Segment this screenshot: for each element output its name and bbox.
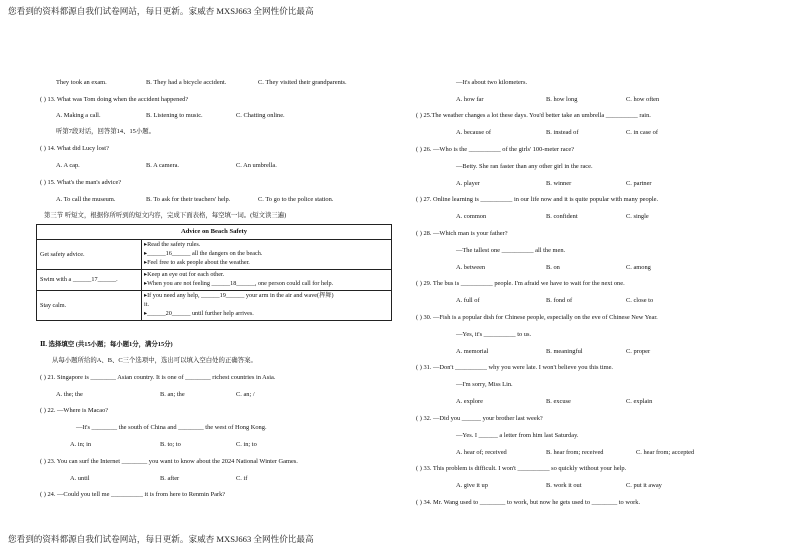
row-detail xyxy=(142,269,392,290)
page-footer-banner: 您看到的资料都源自我们试卷网站，每日更新。家威杏 MXSJ663 全网性价比最高 xyxy=(8,534,314,544)
question-31-response: —I'm sorry, Miss Lin. xyxy=(456,381,513,388)
q21-option-b: B. an; the xyxy=(160,391,185,398)
detail-line: ▸Keep an eye out for each other. xyxy=(144,270,225,278)
section-3-instructions: 第三节 听短文，根据你所听到的短文内容，完成下面表格，每空填一词。(短文读三遍) xyxy=(44,212,287,219)
q32-option-b: B. hear from; received xyxy=(546,449,604,456)
q30-option-b: B. meaningful xyxy=(546,348,583,355)
question-22: ( ) 22. —Where is Macao? xyxy=(40,407,109,414)
q15-option-b: B. To ask for their teachers' help. xyxy=(146,196,231,203)
q14-option-c: C. An umbrella. xyxy=(236,162,277,169)
question-24-response: —It's about two kilometers. xyxy=(456,79,528,86)
q26-option-c: C. partner xyxy=(626,180,652,187)
q29-option-c: C. close to xyxy=(626,297,654,304)
table-title: Advice on Beach Safety xyxy=(37,225,392,240)
q29-option-b: B. fond of xyxy=(546,297,573,304)
detail-line-blank-18: ▸When you are not feeling ______18______, one person could call for help. xyxy=(144,279,334,287)
q27-option-a: A. common xyxy=(456,213,487,220)
question-31: ( ) 31. —Don't __________ why you were late. I won't believe you this time. xyxy=(416,364,614,371)
question-32-response: —Yes. I ______ a letter from him last Saturday. xyxy=(456,432,579,439)
question-29: ( ) 29. The bus is __________ people. I'm afraid we have to wait for the next one. xyxy=(416,280,625,287)
question-32: ( ) 32. —Did you ______ your brother last week? xyxy=(416,415,543,422)
question-26-response: —Betty. She ran faster than any other girl in the race. xyxy=(456,163,593,170)
question-27: ( ) 27. Online learning is __________ in our life now and it is quite popular with many people. xyxy=(416,196,659,203)
detail-line: it. xyxy=(144,300,149,308)
table-row xyxy=(37,290,392,320)
q27-option-b: B. confident xyxy=(546,213,578,220)
detail-line-blank-20: ▸______20______ until further help arrives. xyxy=(144,309,254,317)
q33-option-b: B. work it out xyxy=(546,482,582,489)
q32-option-c: C. hear from; accepted xyxy=(636,449,695,456)
q30-option-c: C. proper xyxy=(626,348,651,355)
table-row xyxy=(37,269,392,290)
q12-option-b: B. They had a bicycle accident. xyxy=(146,79,227,86)
question-33: ( ) 33. This problem is difficult. I won't __________ so quickly without your help. xyxy=(416,465,627,472)
q13-option-c: C. Chatting online. xyxy=(236,112,285,119)
q30-option-a: A. memorial xyxy=(456,348,489,355)
part-2-instructions: 从每小题所给的A、B、C三个选项中，选出可以填入空白处的正确答案。 xyxy=(52,357,257,364)
q29-option-a: A. full of xyxy=(456,297,480,304)
q22-option-c: C. in; to xyxy=(236,441,257,448)
q15-option-c: C. To go to the police station. xyxy=(258,196,334,203)
page-header-banner: 您看到的资料都源自我们试卷网站，每日更新。家威杏 MXSJ663 全网性价比最高 xyxy=(8,6,314,16)
detail-line-blank-19: ▸If you need any help, ______19______ your arm in the air and wave(挥舞) xyxy=(144,291,334,299)
detail-line: ▸Read the safety rules. xyxy=(144,241,201,248)
q12-option-a: They took an exam. xyxy=(56,79,107,86)
question-14: ( ) 14. What did Lucy lost? xyxy=(40,145,109,152)
row-detail xyxy=(142,290,392,320)
q21-option-a: A. the; the xyxy=(56,391,83,398)
q25-option-b: B. instead of xyxy=(546,129,579,136)
question-34: ( ) 34. Mr. Wang used to ________ to work, but now he gets used to ________ to work. xyxy=(416,499,641,506)
question-26: ( ) 26. —Who is the __________ of the girls' 100-meter race? xyxy=(416,146,575,153)
q13-option-b: B. Listening to music. xyxy=(146,112,203,119)
q28-option-b: B. on xyxy=(546,264,560,271)
q33-option-c: C. put it away xyxy=(626,482,662,489)
question-28: ( ) 28. —Which man is your father? xyxy=(416,230,508,237)
q32-option-a: A. hear of; received xyxy=(456,449,507,456)
q15-option-a: A. To call the museum. xyxy=(56,196,116,203)
question-23: ( ) 23. You can surf the Internet ________ you want to know about the 2024 National Winter Games. xyxy=(40,458,298,465)
q21-option-c: C. an; / xyxy=(236,391,255,398)
q23-option-b: B. after xyxy=(160,475,180,482)
q28-option-a: A. between xyxy=(456,264,486,271)
q12-option-c: C. They visited their grandparents. xyxy=(258,79,347,86)
question-22-response: —It's ________ the south of China and ________ the west of Hong Kong. xyxy=(76,424,267,431)
question-25: ( ) 25.The weather changes a lot these days. You'd better take an umbrella __________ rain. xyxy=(416,112,651,119)
q28-option-c: C. among xyxy=(626,264,651,271)
q25-option-c: C. in case of xyxy=(626,129,658,136)
q24-option-a: A. how far xyxy=(456,96,484,103)
q27-option-c: C. single xyxy=(626,213,649,220)
q33-option-a: A. give it up xyxy=(456,482,488,489)
q26-option-a: A. player xyxy=(456,180,480,187)
passage-note: 听第7段对话，回答第14、15小题。 xyxy=(56,128,156,135)
q26-option-b: B. winner xyxy=(546,180,572,187)
detail-line: ▸Feel free to ask people about the weather. xyxy=(144,258,250,266)
q23-option-c: C. if xyxy=(236,475,248,482)
question-21: ( ) 21. Singapore is ________ Asian country. It is one of ________ richest countries in Asia. xyxy=(40,374,276,381)
beach-safety-table xyxy=(36,224,392,321)
q14-option-a: A. A cap. xyxy=(56,162,80,169)
q31-option-c: C. explain xyxy=(626,398,653,405)
row-label: Get safety advice. xyxy=(37,240,142,270)
row-detail xyxy=(142,240,392,270)
q14-option-b: B. A camera. xyxy=(146,162,180,169)
part-2-title: Ⅱ. 选择填空 (共15小题；每小题1分，满分15分) xyxy=(40,341,173,348)
row-label: Stay calm. xyxy=(37,290,142,320)
table-row xyxy=(37,240,392,270)
question-30: ( ) 30. —Fish is a popular dish for Chinese people, especially on the eve of Chinese New Year. xyxy=(416,314,658,321)
q31-option-a: A. explore xyxy=(456,398,483,405)
row-label-blank-17: Swim with a ______17______. xyxy=(37,269,142,290)
q24-option-b: B. how long xyxy=(546,96,578,103)
q22-option-b: B. to; to xyxy=(160,441,181,448)
q31-option-b: B. excuse xyxy=(546,398,571,405)
question-13: ( ) 13. What was Tom doing when the accident happened? xyxy=(40,96,189,103)
question-28-response: —The tallest one __________ all the men. xyxy=(456,247,566,254)
question-30-response: —Yes, it's __________ to us. xyxy=(456,331,532,338)
q23-option-a: A. until xyxy=(70,475,90,482)
q22-option-a: A. in; in xyxy=(70,441,92,448)
detail-line-blank-16: ▸______16______ all the dangers on the beach. xyxy=(144,249,263,257)
question-24: ( ) 24. —Could you tell me __________ it is from here to Renmin Park? xyxy=(40,491,226,498)
q24-option-c: C. how often xyxy=(626,96,660,103)
question-15: ( ) 15. What's the man's advice? xyxy=(40,179,122,186)
q25-option-a: A. because of xyxy=(456,129,491,136)
q13-option-a: A. Making a call. xyxy=(56,112,101,119)
